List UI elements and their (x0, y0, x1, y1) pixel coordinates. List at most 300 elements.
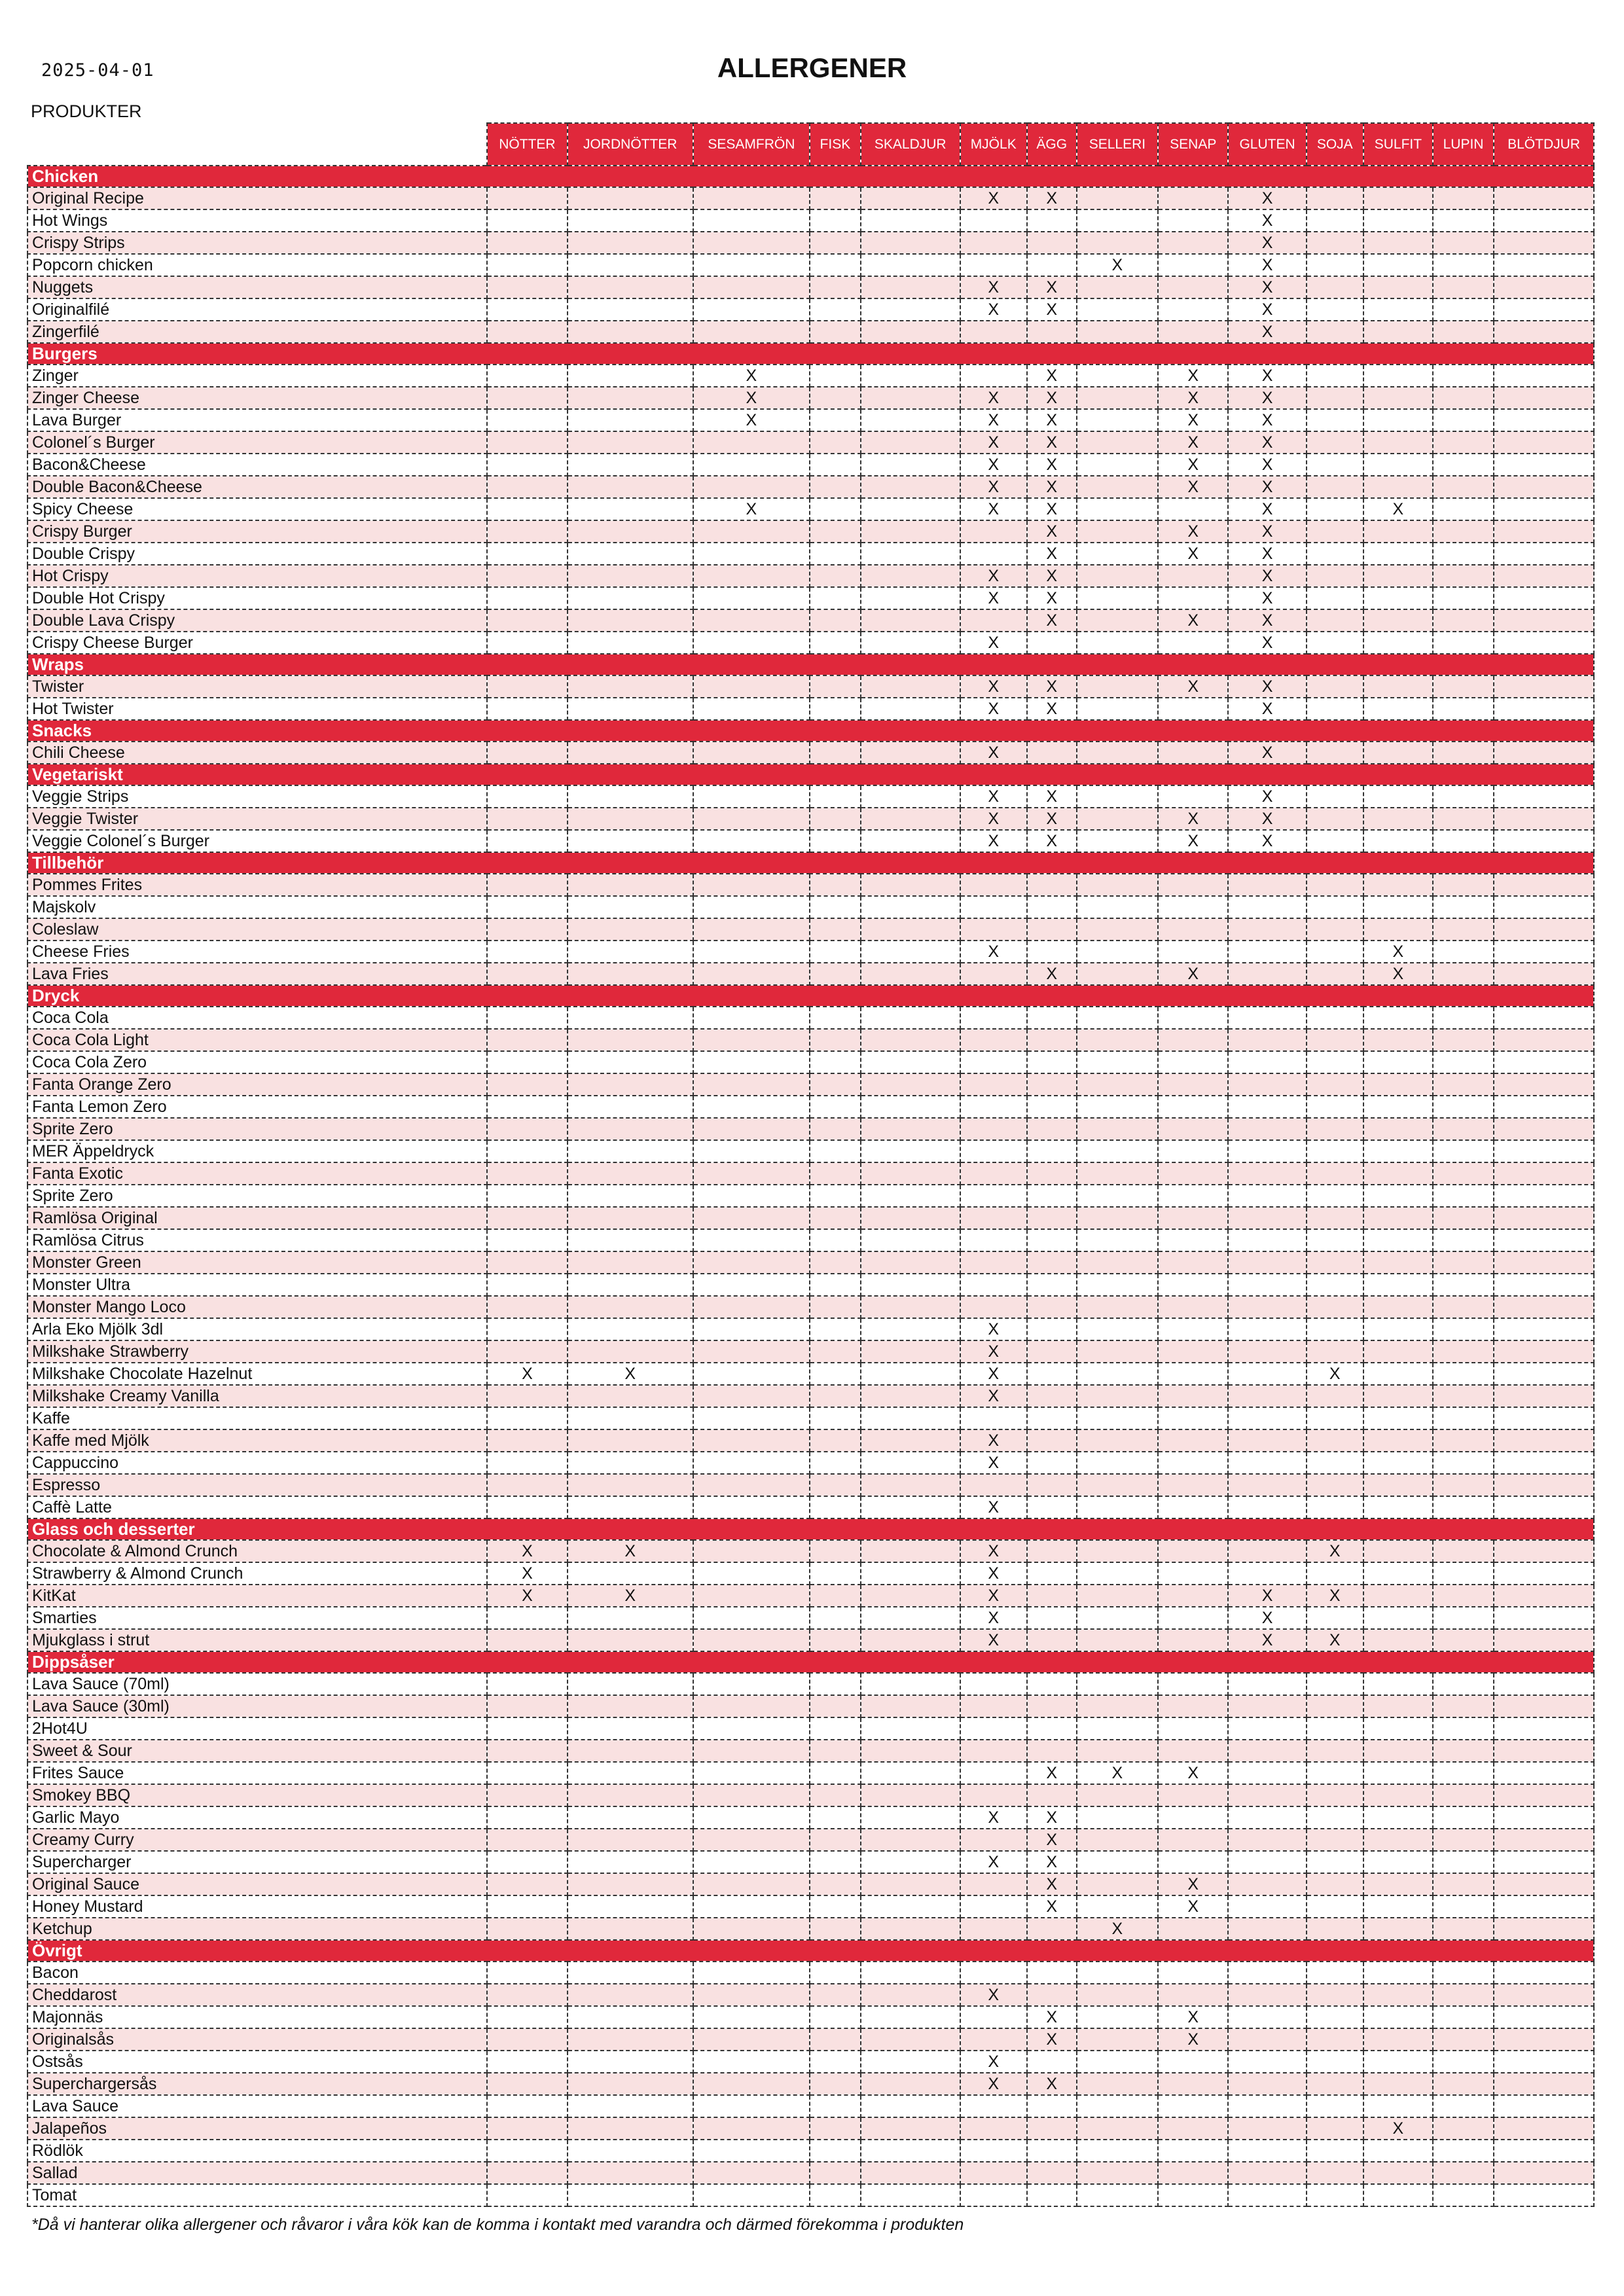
allergen-cell: X (1027, 476, 1077, 498)
product-name: Crispy Cheese Burger (27, 632, 487, 654)
allergen-cell (861, 321, 960, 343)
product-name: Tomat (27, 2184, 487, 2206)
allergen-cell (1363, 2095, 1433, 2117)
allergen-cell (693, 1140, 810, 1162)
allergen-cell: X (960, 431, 1027, 454)
allergen-cell (693, 1984, 810, 2006)
allergen-cell (1228, 2140, 1306, 2162)
allergen-cell (1363, 896, 1433, 918)
allergen-cell (1077, 2117, 1158, 2140)
allergen-cell (487, 2162, 567, 2184)
allergen-cell (810, 742, 861, 764)
allergen-cell (1363, 1918, 1433, 1940)
allergen-cell (1307, 1895, 1363, 1918)
allergen-cell (1158, 1740, 1228, 1762)
allergen-cell (487, 1251, 567, 1274)
allergen-cell (693, 1207, 810, 1229)
product-name: Milkshake Strawberry (27, 1340, 487, 1363)
allergen-cell (1077, 963, 1158, 985)
allergen-cell (1158, 321, 1228, 343)
allergen-cell (693, 565, 810, 587)
allergen-cell (568, 2051, 693, 2073)
allergen-cell (1433, 321, 1494, 343)
allergen-cell (1307, 1829, 1363, 1851)
allergen-cell (1027, 254, 1077, 276)
allergen-cell (1307, 1251, 1363, 1274)
allergen-cell (861, 1073, 960, 1096)
allergen-cell (861, 1118, 960, 1140)
allergen-cell: X (1027, 454, 1077, 476)
allergen-cell (960, 543, 1027, 565)
product-row (27, 918, 1594, 941)
allergen-cell (1494, 565, 1594, 587)
allergen-cell (1158, 1296, 1228, 1318)
allergen-cell (1077, 1829, 1158, 1851)
allergen-cell (1027, 1029, 1077, 1051)
product-row (27, 1474, 1594, 1496)
allergen-cell (1307, 1407, 1363, 1429)
allergen-cell (1433, 1207, 1494, 1229)
allergen-cell (1307, 1873, 1363, 1895)
allergen-cell (810, 1096, 861, 1118)
allergen-cell (487, 1918, 567, 1940)
allergen-cell: X (1228, 321, 1306, 343)
allergen-cell (960, 232, 1027, 254)
allergen-cell (487, 254, 567, 276)
allergen-cell (1433, 2140, 1494, 2162)
allergen-cell: X (960, 276, 1027, 298)
product-row (27, 1762, 1594, 1784)
allergen-cell (1307, 1673, 1363, 1695)
product-row (27, 1318, 1594, 1340)
allergen-cell (1307, 1274, 1363, 1296)
allergen-cell (1433, 2117, 1494, 2140)
allergen-cell (1228, 2028, 1306, 2051)
product-row (27, 232, 1594, 254)
allergen-cell (1363, 1207, 1433, 1229)
allergen-cell: X (1027, 298, 1077, 321)
allergen-cell (861, 1162, 960, 1185)
allergen-header: GLUTEN (1228, 123, 1306, 166)
allergen-cell (568, 2028, 693, 2051)
allergen-cell (1433, 1185, 1494, 1207)
allergen-cell (810, 1629, 861, 1651)
page-title: ALLERGENER (717, 52, 907, 83)
allergen-cell (1158, 1562, 1228, 1585)
allergen-cell (568, 1740, 693, 1762)
product-row (27, 1429, 1594, 1452)
allergen-cell (1077, 1962, 1158, 1984)
allergen-cell (1077, 609, 1158, 632)
product-row (27, 963, 1594, 985)
allergen-cell (1307, 1918, 1363, 1940)
allergen-cell (1228, 941, 1306, 963)
allergen-cell (861, 232, 960, 254)
allergen-cell (1307, 1185, 1363, 1207)
allergen-cell (1228, 1806, 1306, 1829)
allergen-cell (1363, 565, 1433, 587)
allergen-cell (1363, 2184, 1433, 2206)
allergen-cell: X (1027, 187, 1077, 209)
allergen-cell (1077, 1740, 1158, 1762)
product-row (27, 1185, 1594, 1207)
allergen-cell (810, 1007, 861, 1029)
allergen-cell: X (960, 1340, 1027, 1363)
allergen-cell (960, 1895, 1027, 1918)
allergen-cell (861, 632, 960, 654)
allergen-cell (810, 254, 861, 276)
product-row (27, 2117, 1594, 2140)
allergen-cell (1363, 1984, 1433, 2006)
allergen-cell (1363, 675, 1433, 698)
allergen-cell (1363, 1051, 1433, 1073)
allergen-cell (1363, 1029, 1433, 1051)
allergen-cell (1158, 1096, 1228, 1118)
allergen-cell (810, 1340, 861, 1363)
allergen-cell (1307, 387, 1363, 409)
allergen-cell (861, 963, 960, 985)
allergen-cell (1363, 1562, 1433, 1585)
allergen-cell (810, 1474, 861, 1496)
allergen-cell: X (1228, 808, 1306, 830)
allergen-cell (1228, 874, 1306, 896)
allergen-cell: X (1158, 543, 1228, 565)
allergen-cell (1433, 1407, 1494, 1429)
allergen-cell (1027, 1162, 1077, 1185)
allergen-cell (861, 2028, 960, 2051)
allergen-cell (693, 941, 810, 963)
allergen-cell (693, 1562, 810, 1585)
allergen-cell (861, 409, 960, 431)
allergen-cell (1077, 2051, 1158, 2073)
allergen-cell: X (1158, 609, 1228, 632)
allergen-cell (1433, 1229, 1494, 1251)
allergen-header: SULFIT (1363, 123, 1433, 166)
allergen-cell (693, 1385, 810, 1407)
allergen-cell (810, 2184, 861, 2206)
allergen-cell (1494, 609, 1594, 632)
allergen-cell (1494, 1607, 1594, 1629)
product-row (27, 742, 1594, 764)
product-name: Monster Ultra (27, 1274, 487, 1296)
allergen-cell (568, 1274, 693, 1296)
allergen-cell (693, 2073, 810, 2095)
allergen-cell (1494, 1296, 1594, 1318)
allergen-cell (1494, 1385, 1594, 1407)
allergen-cell (1228, 2006, 1306, 2028)
allergen-cell (1027, 2095, 1077, 2117)
allergen-cell (1433, 1607, 1494, 1629)
allergen-cell (1433, 454, 1494, 476)
allergen-cell (810, 232, 861, 254)
product-name: MER Äppeldryck (27, 1140, 487, 1162)
allergen-cell (1307, 1318, 1363, 1340)
allergen-cell (487, 1274, 567, 1296)
allergen-cell (861, 698, 960, 720)
allergen-cell (568, 785, 693, 808)
allergen-cell (1158, 1140, 1228, 1162)
allergen-cell (1027, 2162, 1077, 2184)
allergen-cell (1228, 2073, 1306, 2095)
allergen-cell (1228, 1873, 1306, 1895)
allergen-cell: X (1158, 1762, 1228, 1784)
allergen-cell: X (960, 1496, 1027, 1518)
allergen-cell (693, 1873, 810, 1895)
allergen-cell (1158, 2117, 1228, 2140)
allergen-cell (1228, 1318, 1306, 1340)
category-label: Chicken (27, 166, 1594, 187)
allergen-cell (1494, 498, 1594, 520)
allergen-cell (861, 1029, 960, 1051)
allergen-cell (1363, 1895, 1433, 1918)
allergen-cell: X (1158, 808, 1228, 830)
allergen-cell (1433, 587, 1494, 609)
allergen-cell (960, 1029, 1027, 1051)
allergen-cell (1307, 2162, 1363, 2184)
product-name: KitKat (27, 1585, 487, 1607)
allergen-cell (1494, 941, 1594, 963)
allergen-header: SELLERI (1077, 123, 1158, 166)
allergen-cell (810, 918, 861, 941)
allergen-cell (1158, 1496, 1228, 1518)
allergen-cell (1307, 298, 1363, 321)
allergen-cell (1077, 1851, 1158, 1873)
allergen-cell: X (960, 675, 1027, 698)
allergen-cell (810, 830, 861, 852)
allergen-cell (568, 1829, 693, 1851)
allergen-cell (810, 387, 861, 409)
allergen-cell (1433, 1762, 1494, 1784)
allergen-cell (1494, 1162, 1594, 1185)
allergen-cell (960, 2006, 1027, 2028)
allergen-cell: X (1027, 2006, 1077, 2028)
allergen-cell (568, 1429, 693, 1452)
allergen-cell (810, 1851, 861, 1873)
allergen-cell (1307, 409, 1363, 431)
allergen-cell (1433, 1918, 1494, 1940)
allergen-cell (1077, 298, 1158, 321)
allergen-cell (861, 1984, 960, 2006)
allergen-cell: X (960, 698, 1027, 720)
allergen-cell (1433, 1140, 1494, 1162)
allergen-cell (1158, 1385, 1228, 1407)
allergen-cell (487, 1296, 567, 1318)
allergen-cell (1494, 2117, 1594, 2140)
allergen-cell (487, 476, 567, 498)
allergen-cell (1307, 808, 1363, 830)
allergen-cell (861, 1629, 960, 1651)
allergen-header: FISK (810, 123, 861, 166)
product-row (27, 896, 1594, 918)
allergen-cell (487, 2028, 567, 2051)
allergen-cell (487, 1784, 567, 1806)
allergen-cell (861, 498, 960, 520)
allergen-cell (1433, 918, 1494, 941)
allergen-cell (1077, 2140, 1158, 2162)
product-row (27, 675, 1594, 698)
allergen-cell (810, 698, 861, 720)
allergen-cell (487, 2073, 567, 2095)
allergen-cell (1027, 1073, 1077, 1096)
allergen-cell (1228, 1118, 1306, 1140)
allergen-cell (568, 830, 693, 852)
allergen-cell (1077, 498, 1158, 520)
category-label: Dryck (27, 985, 1594, 1007)
allergen-cell (1077, 1051, 1158, 1073)
allergen-header: SKALDJUR (861, 123, 960, 166)
allergen-cell (693, 2117, 810, 2140)
allergen-cell (568, 1162, 693, 1185)
allergen-cell (1077, 1673, 1158, 1695)
allergen-cell (810, 2095, 861, 2117)
allergen-cell (810, 1385, 861, 1407)
allergen-cell (1077, 1895, 1158, 1918)
allergen-cell (568, 742, 693, 764)
allergen-cell (1228, 2051, 1306, 2073)
allergen-cell: X (1228, 476, 1306, 498)
allergen-cell (1307, 520, 1363, 543)
allergen-cell (693, 2140, 810, 2162)
allergen-cell (810, 476, 861, 498)
allergen-cell (568, 1474, 693, 1496)
product-name: 2Hot4U (27, 1717, 487, 1740)
allergen-cell (1158, 698, 1228, 720)
allergen-cell (1433, 2028, 1494, 2051)
allergen-cell (1228, 1762, 1306, 1784)
product-name: Jalapeños (27, 2117, 487, 2140)
allergen-cell (487, 1407, 567, 1429)
allergen-cell (487, 1607, 567, 1629)
allergen-cell (487, 543, 567, 565)
allergen-cell: X (960, 1540, 1027, 1562)
allergen-cell: X (960, 298, 1027, 321)
allergen-cell (1363, 1607, 1433, 1629)
product-name: Ramlösa Original (27, 1207, 487, 1229)
allergen-cell (1494, 543, 1594, 565)
allergen-cell (1433, 187, 1494, 209)
allergen-cell (861, 520, 960, 543)
allergen-cell (1433, 1540, 1494, 1562)
allergen-cell (1307, 232, 1363, 254)
allergen-cell (1158, 1407, 1228, 1429)
allergen-cell (960, 2184, 1027, 2206)
product-row (27, 1073, 1594, 1096)
allergen-cell (1307, 1784, 1363, 1806)
allergen-cell: X (1228, 276, 1306, 298)
allergen-cell (1494, 409, 1594, 431)
allergen-cell (1433, 565, 1494, 587)
allergen-cell (568, 565, 693, 587)
allergen-cell (861, 1007, 960, 1029)
allergen-cell (1158, 2140, 1228, 2162)
allergen-cell (1494, 1029, 1594, 1051)
allergen-cell: X (1228, 365, 1306, 387)
allergen-cell (1494, 454, 1594, 476)
allergen-cell (960, 1229, 1027, 1251)
footnote: *Då vi hanterar olika allergener och råvaror i våra kök kan de komma i kontakt med varandra och därmed förekomma i produkten (31, 2215, 964, 2234)
product-name: Milkshake Creamy Vanilla (27, 1385, 487, 1407)
allergen-cell (960, 1140, 1027, 1162)
allergen-cell (1077, 454, 1158, 476)
allergen-cell: X (1077, 1762, 1158, 1784)
allergen-cell (810, 1274, 861, 1296)
allergen-cell (1433, 232, 1494, 254)
allergen-cell (1494, 232, 1594, 254)
category-label: Vegetariskt (27, 764, 1594, 785)
allergen-cell (1494, 2184, 1594, 2206)
product-row (27, 1984, 1594, 2006)
allergen-cell (1158, 232, 1228, 254)
allergen-cell (861, 1385, 960, 1407)
allergen-cell (1158, 1007, 1228, 1029)
allergen-cell (1307, 1851, 1363, 1873)
product-name: Smarties (27, 1607, 487, 1629)
allergen-cell: X (487, 1585, 567, 1607)
allergen-cell (810, 1207, 861, 1229)
allergen-cell (1494, 1452, 1594, 1474)
allergen-cell (960, 321, 1027, 343)
allergen-cell (693, 1162, 810, 1185)
allergen-cell (1027, 1562, 1077, 1585)
allergen-cell (1494, 963, 1594, 985)
allergen-cell (487, 387, 567, 409)
allergen-header: MJÖLK (960, 123, 1027, 166)
product-name: Cheese Fries (27, 941, 487, 963)
allergen-cell (1433, 698, 1494, 720)
allergen-cell (960, 2117, 1027, 2140)
allergen-cell (960, 2095, 1027, 2117)
allergen-cell (1307, 276, 1363, 298)
allergen-cell (1307, 896, 1363, 918)
allergen-cell (1307, 963, 1363, 985)
allergen-cell (487, 2051, 567, 2073)
allergen-cell (568, 2095, 693, 2117)
allergen-cell (1077, 808, 1158, 830)
allergen-cell: X (1158, 387, 1228, 409)
allergen-cell (1433, 1829, 1494, 1851)
allergen-cell (810, 2117, 861, 2140)
allergen-cell (693, 1962, 810, 1984)
allergen-cell (861, 1540, 960, 1562)
product-name: Spicy Cheese (27, 498, 487, 520)
allergen-cell (1433, 2095, 1494, 2117)
allergen-cell (1228, 1673, 1306, 1695)
allergen-cell (1494, 387, 1594, 409)
product-row (27, 565, 1594, 587)
allergen-cell (1494, 1629, 1594, 1651)
allergen-cell: X (1027, 698, 1077, 720)
product-name: Original Recipe (27, 187, 487, 209)
allergen-cell (1307, 632, 1363, 654)
allergen-cell (693, 1051, 810, 1073)
allergen-cell (1158, 1784, 1228, 1806)
allergen-cell (960, 1207, 1027, 1229)
product-row (27, 587, 1594, 609)
allergen-cell (861, 1251, 960, 1274)
allergen-cell: X (1158, 1895, 1228, 1918)
allergen-cell (487, 1873, 567, 1895)
allergen-cell: X (1027, 785, 1077, 808)
allergen-cell (960, 365, 1027, 387)
allergen-cell: X (1027, 1895, 1077, 1918)
allergen-cell (568, 2184, 693, 2206)
allergen-cell (810, 587, 861, 609)
allergen-cell (861, 298, 960, 321)
allergen-cell (568, 2162, 693, 2184)
allergen-cell: X (1027, 830, 1077, 852)
allergen-cell (693, 1185, 810, 1207)
allergen-cell (1228, 1962, 1306, 1984)
